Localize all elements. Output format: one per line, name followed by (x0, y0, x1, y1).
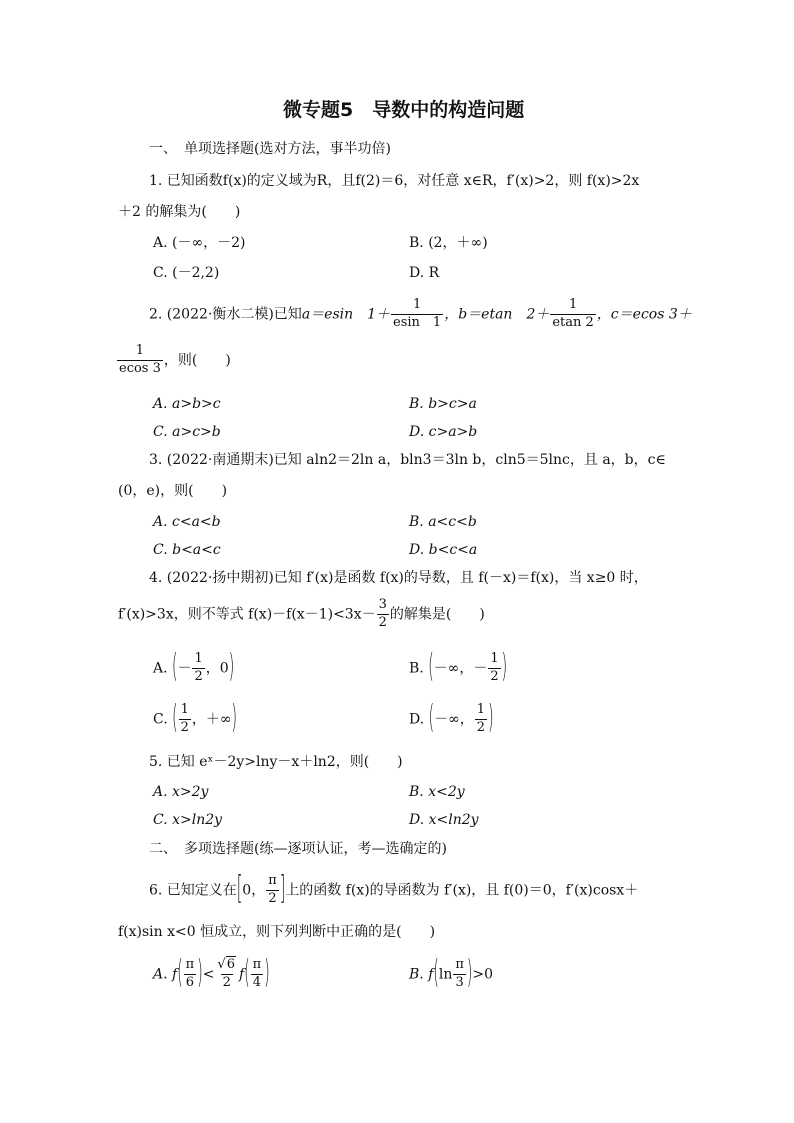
q6-option-a-f: f (239, 966, 245, 983)
q3-stem-line2: (0，e)，则( ) (118, 483, 228, 499)
right-paren-icon: ) (264, 955, 270, 992)
q6-option-a-num3: π (252, 957, 262, 972)
q4-option-d-num: 1 (476, 702, 486, 717)
q4-option-a-fraction (192, 652, 204, 685)
q4-option-c-fraction (179, 703, 191, 736)
left-paren-icon: ( (433, 955, 439, 992)
q6-prefix: 6. 已知定义在 (149, 882, 237, 899)
q4-option-a-right: ，0 (205, 660, 229, 677)
q4-option-d-left: －∞， (434, 711, 474, 728)
section-heading-multiple-choice: 二、 多项选择题(练—逐项认证，考—选确定的) (149, 841, 447, 857)
q6-option-b (409, 955, 493, 992)
q6-option-a-radicand: 6 (226, 957, 235, 972)
q4-inequality: f′(x)>3x，则不等式 f(x)－f(x－1)<3x－ (118, 606, 376, 623)
q6-option-a-den2: 2 (222, 974, 231, 990)
q2-c-fraction (117, 344, 163, 377)
right-paren-icon: ) (488, 700, 494, 737)
q6-option-b-tail: >0 (472, 966, 493, 983)
q4-option-a-num: 1 (194, 651, 203, 666)
page-title: 微专题5 导数中的构造问题 (283, 99, 525, 121)
q6-option-a-sqrt (215, 958, 238, 974)
q4-option-b-label: B. (409, 660, 424, 677)
q3-option-b: B. a<c<b (409, 514, 477, 530)
q5-option-b: B. x<2y (409, 784, 465, 800)
q4-option-b-den: 2 (490, 668, 499, 684)
q2-c-numerator: 1 (135, 343, 145, 358)
q4-option-c (153, 700, 238, 737)
q2-c-expr: ，c＝ecos 3＋ (596, 306, 692, 323)
q6-stem-line1 (149, 871, 639, 908)
q4-option-a-den: 2 (194, 668, 203, 684)
q4-option-a (153, 649, 235, 686)
left-paren-icon: ( (428, 700, 435, 737)
q2-a-numerator: 1 (412, 297, 422, 312)
q6-option-b-den: 3 (455, 974, 464, 990)
q4-frac-num: 3 (378, 597, 387, 612)
q2-a-denominator: esin 1 (393, 314, 442, 330)
q6-option-a-den1: 6 (185, 974, 195, 990)
q2-option-d: D. c>a>b (409, 424, 478, 440)
q6-option-b-ln: ln (438, 966, 453, 983)
q2-a-fraction (391, 298, 443, 331)
q6-option-a-frac3 (251, 958, 264, 991)
q1-option-c: C. (－2,2) (153, 265, 220, 281)
q4-option-d (409, 700, 494, 737)
q2-option-a: A. a>b>c (153, 396, 221, 412)
right-paren-icon: ) (197, 955, 203, 992)
q4-option-b-left: －∞，－ (433, 660, 488, 677)
q2-c-denominator: ecos 3 (119, 360, 161, 376)
q1-stem-line1: 1. 已知函数f(x)的定义域为R，且f(2)＝6，对任意 x∈R，f′(x)>2，则 f(x)>2x (149, 173, 640, 189)
q6-interval-den: 2 (268, 890, 277, 906)
q2-b-denominator: etan 2 (552, 314, 594, 330)
q3-stem-line1: 3. (2022·南通期末)已知 aln2＝2ln a，bln3＝3ln b，cln5＝5lnc，且 a，b，c∈ (149, 452, 666, 468)
q2-option-c: C. a>c>b (153, 424, 221, 440)
q2-a-expr: a＝esin 1＋ (301, 306, 391, 323)
q6-interval-left: 0， (242, 882, 266, 899)
q6-option-a-num1: π (185, 957, 195, 972)
q2-option-b: B. b>c>a (409, 396, 477, 412)
q6-option-b-num: π (455, 957, 464, 972)
q4-option-b (409, 649, 508, 686)
q2-stem-line1 (149, 298, 692, 331)
q6-option-a-frac1 (184, 958, 197, 991)
q6-interval-num: π (268, 873, 277, 888)
q5-option-d: D. x<ln2y (409, 812, 479, 828)
q6-option-a (153, 955, 270, 992)
q6-option-b-fraction (453, 958, 466, 991)
sqrt-icon: √ (217, 957, 226, 972)
q4-option-a-left: － (177, 660, 192, 677)
q4-option-c-label: C. (153, 711, 168, 728)
left-paren-icon: ( (177, 955, 183, 992)
left-paren-icon: ( (172, 649, 178, 686)
q3-option-a: A. c<a<b (153, 514, 221, 530)
q4-stem-line1: 4. (2022·扬中期初)已知 f′(x)是函数 f(x)的导数，且 f(－x)＝f(x)，当 x≥0 时， (149, 570, 648, 586)
q6-option-a-den3: 4 (252, 974, 262, 990)
q1-option-b: B. (2，＋∞) (409, 235, 488, 251)
q6-condition: 上的函数 f(x)的导函数为 f′(x)，且 f(0)＝0，f′(x)cosx＋ (285, 882, 639, 899)
q4-option-d-label: D. (409, 711, 425, 728)
q3-option-d: D. b<c<a (409, 542, 478, 558)
q4-option-b-num: 1 (490, 651, 499, 666)
q6-stem-line2: f(x)sin x<0 恒成立，则下列判断中正确的是( ) (118, 924, 436, 940)
q2-b-expr: ，b＝etan 2＋ (444, 306, 550, 323)
q1-option-d: D. R (409, 265, 440, 281)
q4-option-d-den: 2 (476, 719, 486, 735)
q5-option-c: C. x>ln2y (153, 812, 223, 828)
q1-option-a: A. (－∞，－2) (153, 235, 246, 251)
q4-option-b-fraction (488, 652, 500, 685)
q5-stem: 5. 已知 eˣ－2y>lny－x＋ln2，则( ) (149, 754, 403, 770)
left-bracket-icon: [ (236, 871, 243, 908)
q3-option-c: C. b<a<c (153, 542, 221, 558)
q4-three-halves (377, 598, 389, 631)
q4-option-c-den: 2 (180, 719, 189, 735)
right-paren-icon: ) (501, 649, 508, 686)
section-heading-single-choice: 一、 单项选择题(选对方法，事半功倍) (149, 141, 391, 157)
right-bracket-icon: ] (279, 871, 286, 908)
q5-option-a: A. x>2y (153, 784, 209, 800)
q2-prefix: 2. (2022·衡水二模)已知 (149, 306, 302, 323)
q2-b-fraction (550, 298, 595, 331)
left-paren-icon: ( (428, 649, 434, 686)
q6-option-b-label: B. f (409, 966, 434, 983)
left-paren-icon: ( (172, 700, 178, 737)
q6-option-a-frac2 (215, 958, 238, 991)
q4-option-c-right: ，＋∞ (191, 711, 232, 728)
q4-tail: 的解集是( ) (389, 606, 485, 623)
q2-b-numerator: 1 (568, 297, 578, 312)
q4-frac-den: 2 (378, 614, 387, 630)
q4-option-d-fraction (475, 703, 487, 736)
q4-option-a-label: A. (153, 660, 168, 677)
q4-option-c-num: 1 (180, 702, 189, 717)
q1-stem-line2: ＋2 的解集为( ) (118, 204, 241, 220)
q2-tail: ，则( ) (163, 352, 231, 369)
q2-stem-line2 (116, 344, 231, 377)
right-paren-icon: ) (231, 700, 238, 737)
q6-interval-fraction (266, 874, 279, 907)
q4-stem-line2 (118, 598, 485, 631)
right-paren-icon: ) (466, 955, 473, 992)
left-paren-icon: ( (244, 955, 250, 992)
q6-option-a-label: A. f (153, 966, 178, 983)
q6-option-a-less-than: < (202, 966, 215, 983)
right-paren-icon: ) (228, 649, 235, 686)
